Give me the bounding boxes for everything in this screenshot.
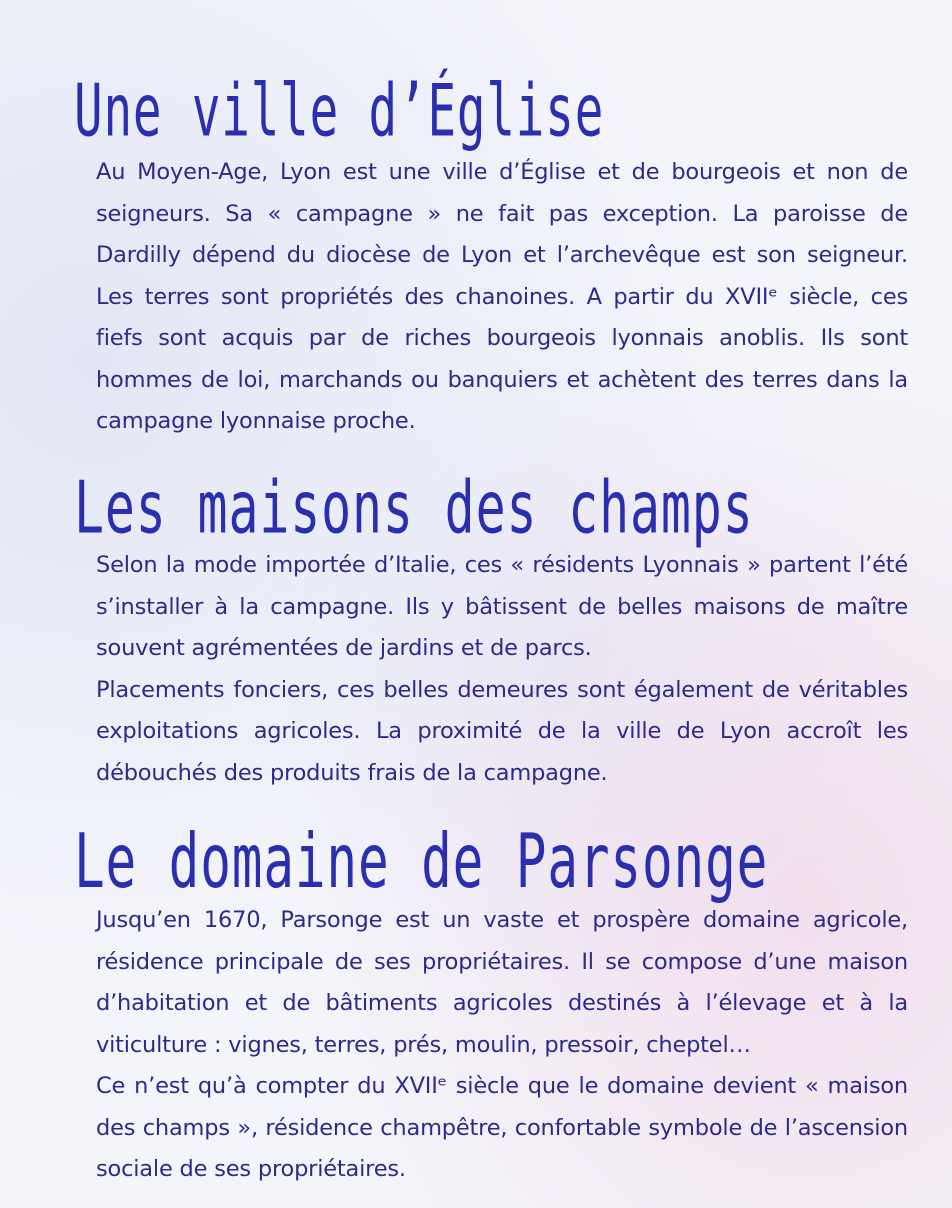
section-heading-maisons-champs: Les maisons des champs bbox=[74, 465, 754, 550]
section-paragraph-domaine-parsonge-2: Ce n’est qu’à compter du XVIIᵉ siècle que le domaine devient « maison des champs », résidence champêtre, confortable symbole de l’ascension sociale de ses propriétaires. bbox=[96, 1073, 908, 1182]
section-paragraph-maisons-champs-1: Selon la mode importée d’Italie, ces « résidents Lyonnais » partent l’été s’installer à la campagne. Ils y bâtissent de belles maisons de maître souvent agrémentées de jardins et de parcs. bbox=[96, 552, 908, 661]
section-body-domaine-parsonge bbox=[96, 900, 908, 1191]
section-paragraph-maisons-champs-2: Placements fonciers, ces belles demeures sont également de véritables exploitations agricoles. La proximité de la ville de Lyon accroît les débouchés des produits frais de la campagne. bbox=[96, 676, 908, 786]
section-paragraph-ville-eglise: Au Moyen-Age, Lyon est une ville d’Église et de bourgeois et non de seigneurs. Sa « campagne » ne fait pas exception. La paroisse de Dardilly dépend du diocèse de Lyon et l’archevêque est son seigneur. Les terres sont propriétés des chanoines. A partir du XVIIᵉ siècle, ces fiefs sont acquis par de riches bourgeois lyonnais anoblis. Ils sont hommes de loi, marchands ou banquiers et achètent des terres dans la campagne lyonnaise proche. bbox=[96, 159, 908, 434]
section-heading-ville-eglise: Une ville d’Église bbox=[74, 68, 605, 153]
section-paragraph-domaine-parsonge-1: Jusqu’en 1670, Parsonge est un vaste et prospère domaine agricole, résidence principale de ses propriétaires. Il se compose d’une maison d’habitation et de bâtiments agricoles destinés à l’élevage et à la viticulture : vignes, terres, prés, moulin, pressoir, cheptel… bbox=[96, 907, 908, 1058]
section-heading-domaine-parsonge: Le domaine de Parsonge bbox=[74, 818, 769, 906]
section-body-maisons-champs bbox=[96, 545, 908, 794]
